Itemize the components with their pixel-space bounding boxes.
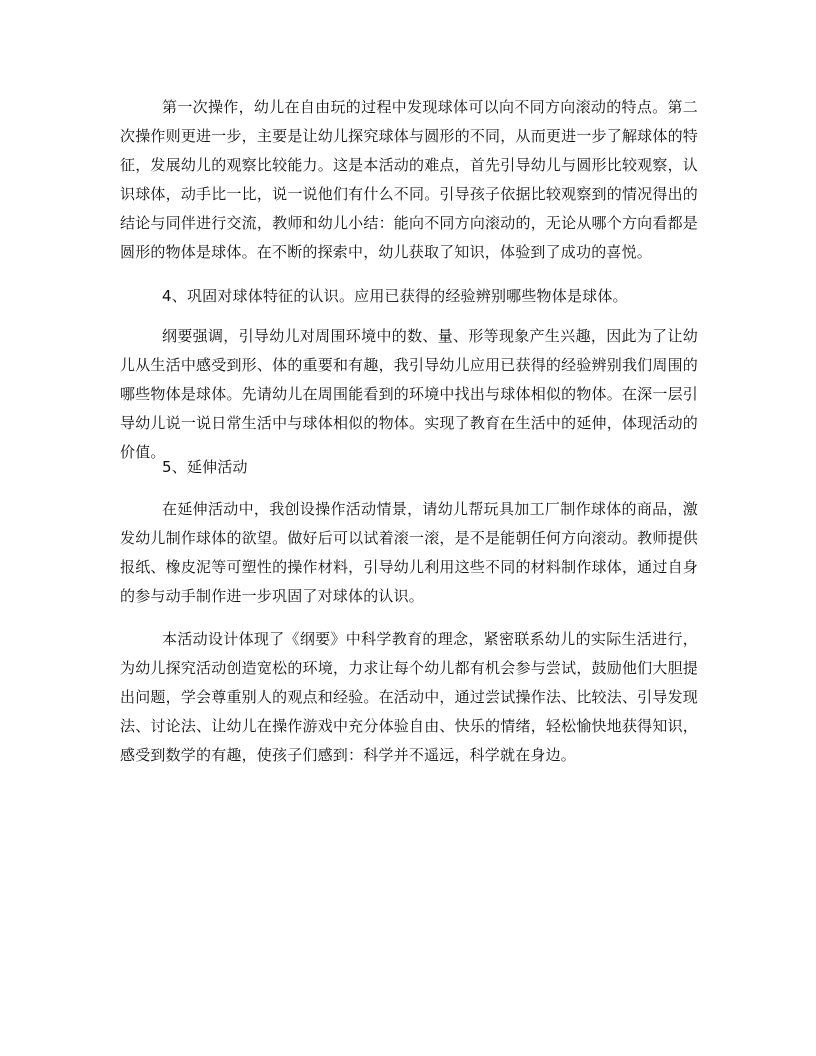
paragraph-summary: 本活动设计体现了《纲要》中科学教育的理念，紧密联系幼儿的实际生活进行，为幼儿探究活动创造宽松的环境，力求让每个幼儿都有机会参与尝试，鼓励他们大胆提出问题，学会尊重别人的观点和经验。在活动中，通过尝试操作法、比较法、引导发现法、讨论法、让幼儿在操作游戏中充分体验自由、快乐的情绪，轻松愉快地获得知识，感受到数学的有趣，使孩子们感到：科学并不遥远，科学就在身边。 xyxy=(120,630,698,764)
heading-consolidate-sphere: 4、巩固对球体特征的认识。应用已获得的经验辨别哪些物体是球体。 xyxy=(162,287,628,305)
paragraph-operation-steps: 第一次操作，幼儿在自由玩的过程中发现球体可以向不同方向滚动的特点。第二次操作则更进一步，主要是让幼儿探究球体与圆形的不同，从而更进一步了解球体的特征，发展幼儿的观察比较能力。这是本活动的难点，首先引导幼儿与圆形比较观察，认识球体，动手比一比，说一说他们有什么不同。引导孩子依据比较观察到的情况得出的结论与同伴进行交流，教师和幼儿小结：能向不同方向滚动的，无论从哪个方向看都是圆形的物体是球体。在不断的探索中，幼儿获取了知识，体验到了成功的喜悦。 xyxy=(120,98,698,261)
heading-extension-activity: 5、延伸活动 xyxy=(162,458,248,476)
paragraph-outline-emphasis: 纲要强调，引导幼儿对周围环境中的数、量、形等现象产生兴趣，因此为了让幼儿从生活中感受到形、体的重要和有趣，我引导幼儿应用已获得的经验辨别我们周围的哪些物体是球体。先请幼儿在周围能看到的环境中找出与球体相似的物体。在深一层引导幼儿说一说日常生活中与球体相似的物体。实现了教育在生活中的延伸，体现活动的价值。 xyxy=(120,327,698,461)
paragraph-extension-activity: 在延伸活动中，我创设操作活动情景，请幼儿帮玩具加工厂制作球体的商品，激发幼儿制作球体的欲望。做好后可以试着滚一滚，是不是能朝任何方向滚动。教师提供报纸、橡皮泥等可塑性的操作材料，引导幼儿利用这些不同的材料制作球体，通过自身的参与动手制作进一步巩固了对球体的认识。 xyxy=(120,500,698,605)
